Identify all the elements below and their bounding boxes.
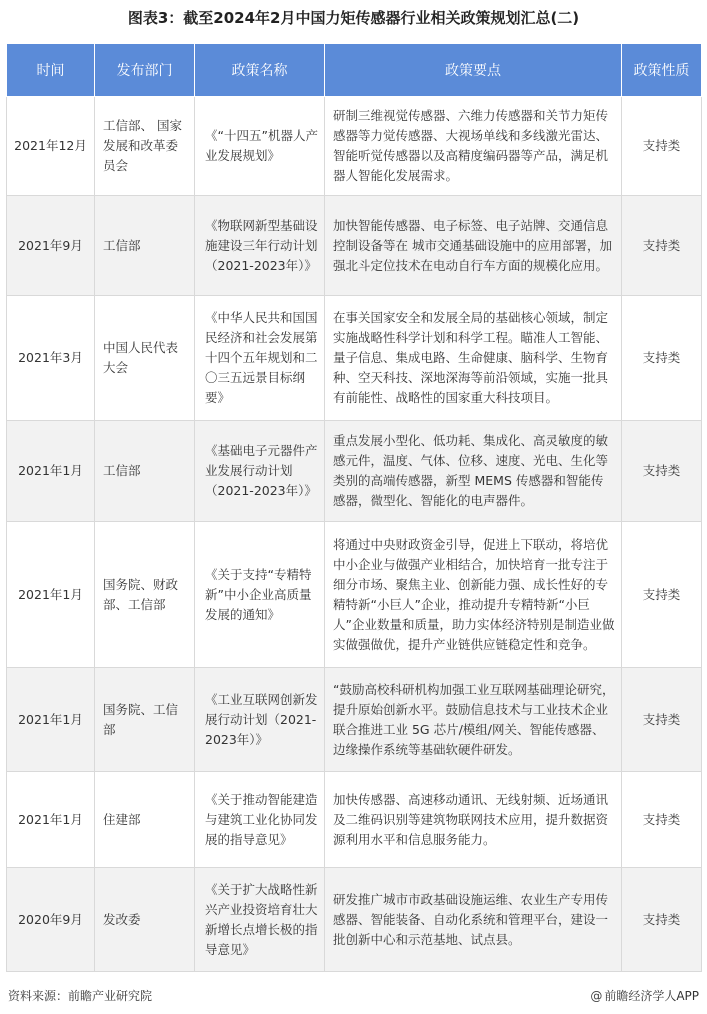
- table-row: [7, 668, 702, 772]
- header-time: 时间: [7, 44, 95, 97]
- cell-type: 支持类: [622, 522, 702, 668]
- table-row: [7, 421, 702, 522]
- cell-dept: 工信部: [95, 421, 195, 522]
- cell-points: 将通过中央财政资金引导，促进上下联动，将培优中小企业与做强产业相结合，加快培育一批专注于细分市场、聚焦主业、创新能力强、成长性好的专精特新“小巨人”企业，推动提升专精特新“小巨人”企业数量和质量，助力实体经济特别是制造业做实做强做优，提升产业链供应链稳定性和竞争。: [325, 522, 622, 668]
- cell-type: 支持类: [622, 868, 702, 972]
- table-row: [7, 868, 702, 972]
- app-logo-icon: @: [590, 989, 603, 1003]
- cell-time: 2021年1月: [7, 772, 95, 868]
- footer: [0, 984, 707, 1008]
- header-dept: 发布部门: [95, 44, 195, 97]
- cell-points: 研制三维视觉传感器、六维力传感器和关节力矩传感器等力觉传感器、大视场单线和多线激光雷达、智能听觉传感器以及高精度编码器等产品，满足机器人智能化发展需求。: [325, 97, 622, 196]
- cell-type: 支持类: [622, 668, 702, 772]
- cell-dept: 国务院、财政部、工信部: [95, 522, 195, 668]
- cell-time: 2021年1月: [7, 668, 95, 772]
- cell-points: 重点发展小型化、低功耗、集成化、高灵敏度的敏感元件，温度、气体、位移、速度、光电、生化等类别的高端传感器，新型 MEMS 传感器和智能传感器，微型化、智能化的电声器件。: [325, 421, 622, 522]
- cell-name: 《关于扩大战略性新兴产业投资培育壮大新增长点增长极的指导意见》: [195, 868, 325, 972]
- header-points: 政策要点: [325, 44, 622, 97]
- cell-points: 研发推广城市市政基础设施运维、农业生产专用传感器、智能装备、自动化系统和管理平台，建设一批创新中心和示范基地、试点县。: [325, 868, 622, 972]
- cell-time: 2021年1月: [7, 522, 95, 668]
- table-header-row: [7, 44, 702, 97]
- cell-dept: 发改委: [95, 868, 195, 972]
- cell-type: 支持类: [622, 196, 702, 296]
- table-row: [7, 196, 702, 296]
- cell-dept: 中国人民代表大会: [95, 296, 195, 421]
- cell-type: 支持类: [622, 296, 702, 421]
- cell-dept: 住建部: [95, 772, 195, 868]
- header-name: 政策名称: [195, 44, 325, 97]
- app-credit: [590, 984, 699, 1008]
- cell-points: 加快传感器、高速移动通讯、无线射频、近场通讯及二维码识别等建筑物联网技术应用，提升数据资源利用水平和信息服务能力。: [325, 772, 622, 868]
- cell-name: 《工业互联网创新发展行动计划（2021-2023年）》: [195, 668, 325, 772]
- cell-name: 《关于推动智能建造与建筑工业化协同发展的指导意见》: [195, 772, 325, 868]
- cell-time: 2021年12月: [7, 97, 95, 196]
- cell-name: 《中华人民共和国国民经济和社会发展第十四个五年规划和二〇三五远景目标纲要》: [195, 296, 325, 421]
- policy-table: [6, 43, 702, 972]
- cell-points: 加快智能传感器、电子标签、电子站牌、交通信息控制设备等在 城市交通基础设施中的应用部署，加强北斗定位技术在电动自行车方面的规模化应用。: [325, 196, 622, 296]
- app-name: 前瞻经济学人APP: [604, 989, 699, 1003]
- cell-points: “鼓励高校科研机构加强工业互联网基础理论研究，提升原始创新水平。鼓励信息技术与工业技术企业联合推进工业 5G 芯片/模组/网关、智能传感器、边缘操作系统等基础软硬件研发。: [325, 668, 622, 772]
- cell-time: 2021年1月: [7, 421, 95, 522]
- table-row: [7, 772, 702, 868]
- table-row: [7, 522, 702, 668]
- source-note: 资料来源：前瞻产业研究院: [8, 989, 153, 1003]
- cell-dept: 工信部: [95, 196, 195, 296]
- cell-name: 《物联网新型基础设施建设三年行动计划（2021-2023年）》: [195, 196, 325, 296]
- cell-name: 《基础电子元器件产业发展行动计划（2021-2023年）》: [195, 421, 325, 522]
- table-row: [7, 97, 702, 196]
- table-row: [7, 296, 702, 421]
- cell-dept: 工信部、 国家发展和改革委员会: [95, 97, 195, 196]
- cell-points: 在事关国家安全和发展全局的基础核心领域，制定实施战略性科学计划和科学工程。瞄准人工智能、量子信息、集成电路、生命健康、脑科学、生物育种、空天科技、深地深海等前沿领域，实施一批具有前能性、战略性的国家重大科技项目。: [325, 296, 622, 421]
- cell-time: 2021年9月: [7, 196, 95, 296]
- chart-title: 图表3：截至2024年2月中国力矩传感器行业相关政策规划汇总(二): [127, 9, 580, 27]
- cell-time: 2020年9月: [7, 868, 95, 972]
- cell-name: 《“十四五”机器人产业发展规划》: [195, 97, 325, 196]
- cell-time: 2021年3月: [7, 296, 95, 421]
- cell-type: 支持类: [622, 772, 702, 868]
- cell-type: 支持类: [622, 421, 702, 522]
- cell-name: 《关于支持“专精特新”中小企业高质量发展的通知》: [195, 522, 325, 668]
- cell-dept: 国务院、工信部: [95, 668, 195, 772]
- header-type: 政策性质: [622, 44, 702, 97]
- cell-type: 支持类: [622, 97, 702, 196]
